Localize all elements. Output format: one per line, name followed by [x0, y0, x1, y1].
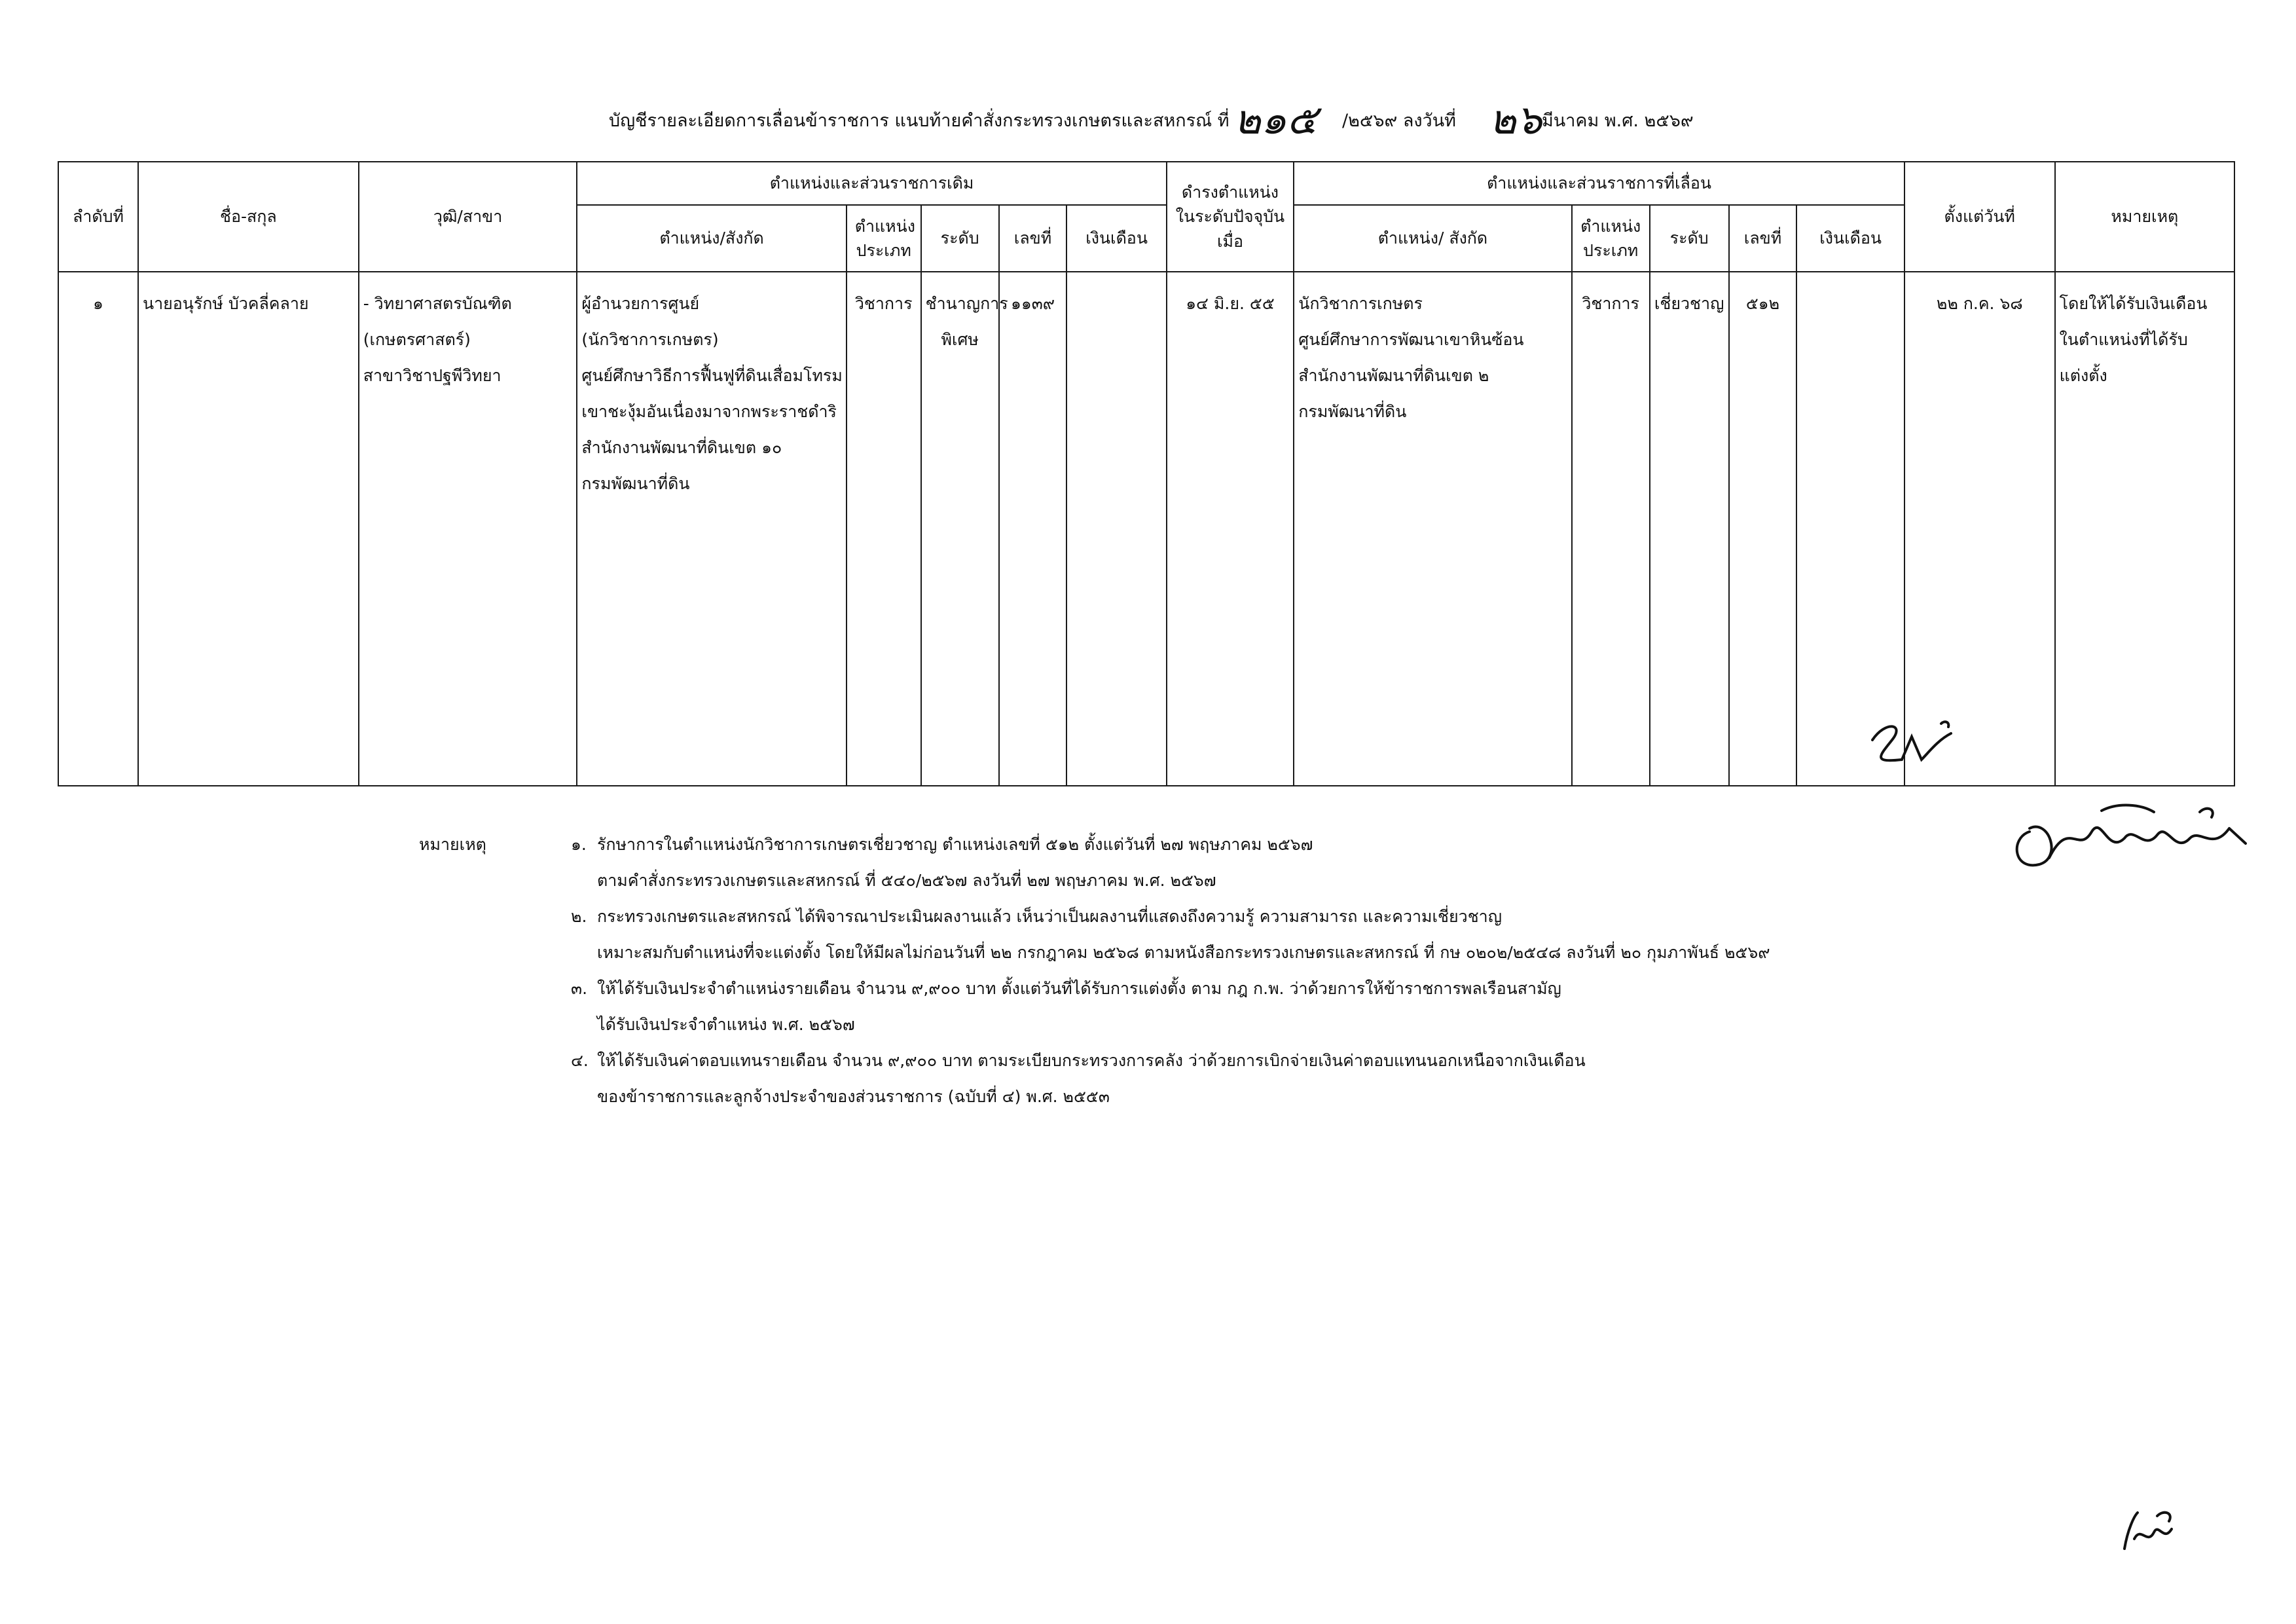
old-position-line: กรมพัฒนาที่ดิน — [581, 474, 690, 493]
cell-new-level: เชี่ยวชาญ — [1650, 272, 1729, 786]
note-item — [571, 826, 1313, 862]
old-level-line: พิเศษ — [941, 330, 979, 349]
note-item — [571, 1043, 1586, 1079]
old-position-line: สำนักงานพัฒนาที่ดินเขต ๑๐ — [581, 438, 782, 457]
header-degree: วุฒิ/สาขา — [359, 162, 577, 272]
cell-effective-date: ๒๒ ก.ค. ๖๘ — [1904, 272, 2055, 786]
promotion-table — [58, 161, 2235, 786]
notes-label: หมายเหตุ — [419, 835, 486, 854]
new-position-line: นักวิชาการเกษตร — [1298, 294, 1423, 313]
old-position-line: เขาชะงุ้มอันเนื่องมาจากพระราชดำริ — [581, 402, 837, 421]
note-line: รักษาการในตำแหน่งนักวิชาการเกษตรเชี่ยวชาญ ตำแหน่งเลขที่ ๕๑๒ ตั้งแต่วันที่ ๒๗ พฤษภาคม ๒๕๖๗ — [597, 835, 1313, 854]
cell-no: ๑ — [58, 272, 138, 786]
old-position-line: ศูนย์ศึกษาวิธีการฟื้นฟูที่ดินเสื่อมโทรม — [581, 366, 843, 385]
new-position-line: กรมพัฒนาที่ดิน — [1298, 402, 1407, 421]
note-line: เหมาะสมกับตำแหน่งที่จะแต่งตั้ง โดยให้มีผลไม่ก่อนวันที่ ๒๒ กรกฎาคม ๒๕๖๘ ตามหนังสือกระทรวงเกษตรและสหกรณ์ ที่ กษ ๐๒๐๒/๒๕๔๘ ลงวันที่ ๒๐ กุมภาพันธ์ ๒๕๖๙ — [597, 943, 1770, 962]
note-line: ให้ได้รับเงินค่าตอบแทนรายเดือน จำนวน ๙,๙๐๐ บาท ตามระเบียบกระทรวงการคลัง ว่าด้วยการเบิกจ่ายเงินค่าตอบแทนนอกเหนือจากเงินเดือน — [597, 1051, 1586, 1070]
title-prefix: บัญชีรายละเอียดการเลื่อนข้าราชการ แนบท้ายคำสั่งกระทรวงเกษตรและสหกรณ์ ที่ — [609, 111, 1230, 131]
note-number: ๒. — [571, 907, 587, 926]
header-old-salary: เงินเดือน — [1066, 205, 1166, 272]
header-no: ลำดับที่ — [58, 162, 138, 272]
note-line: ได้รับเงินประจำตำแหน่ง พ.ศ. ๒๕๖๗ — [597, 1015, 855, 1034]
header-old-position: ตำแหน่ง/สังกัด — [577, 205, 846, 272]
header-old-position-group: ตำแหน่งและส่วนราชการเดิม — [577, 162, 1166, 205]
remark-line: ในตำแหน่งที่ได้รับ — [2059, 330, 2188, 349]
cell-new-position — [1294, 272, 1571, 786]
note-number: ๓. — [571, 979, 588, 998]
title-month-year: มีนาคม พ.ศ. ๒๕๖๙ — [1542, 111, 1694, 131]
handwritten-order-number: ๒๑๕ — [1234, 96, 1318, 143]
new-position-line: สำนักงานพัฒนาที่ดินเขต ๒ — [1298, 366, 1489, 385]
cell-old-salary — [1066, 272, 1166, 786]
degree-line: (เกษตรศาสตร์) — [363, 330, 471, 349]
cell-held-since: ๑๔ มิ.ย. ๕๕ — [1167, 272, 1294, 786]
cell-new-type: วิชาการ — [1572, 272, 1650, 786]
degree-line: สาขาวิชาปฐพีวิทยา — [363, 366, 501, 385]
note-item — [571, 970, 1561, 1006]
cell-name: นายอนุรักษ์ บัวคลี่คลาย — [138, 272, 359, 786]
title-year-part: /๒๕๖๙ ลงวันที่ — [1342, 111, 1456, 131]
cell-old-level — [921, 272, 1008, 786]
note-line: ให้ได้รับเงินประจำตำแหน่งรายเดือน จำนวน ๙,๙๐๐ บาท ตั้งแต่วันที่ได้รับการแต่งตั้ง ตาม กฎ ก.พ. ว่าด้วยการให้ข้าราชการพลเรือนสามัญ — [597, 979, 1561, 998]
header-remark: หมายเหตุ — [2055, 162, 2234, 272]
header-new-salary: เงินเดือน — [1796, 205, 1904, 272]
header-old-level: ระดับ — [921, 205, 999, 272]
note-line: ของข้าราชการและลูกจ้างประจำของส่วนราชการ (ฉบับที่ ๔) พ.ศ. ๒๕๕๓ — [597, 1087, 1110, 1106]
header-effective-date: ตั้งแต่วันที่ — [1904, 162, 2055, 272]
signature — [2003, 792, 2252, 877]
note-number: ๔. — [571, 1051, 589, 1070]
note-number: ๑. — [571, 835, 587, 854]
remark-line: โดยให้ได้รับเงินเดือน — [2059, 294, 2208, 313]
old-position-line: (นักวิชาการเกษตร) — [581, 330, 719, 349]
table-row — [58, 272, 2234, 786]
cell-old-position — [577, 272, 846, 786]
cell-old-type: วิชาการ — [847, 272, 921, 786]
cell-new-number: ๕๑๒ — [1729, 272, 1797, 786]
initials-signature — [1866, 714, 1958, 773]
handwritten-day: ๒๖ — [1489, 96, 1542, 143]
header-held-since: ดำรงตำแหน่ง ในระดับปัจจุบัน เมื่อ — [1167, 162, 1294, 272]
header-new-number: เลขที่ — [1729, 205, 1797, 272]
old-level-line: ชำนาญการ — [925, 294, 1008, 313]
header-new-position-group: ตำแหน่งและส่วนราชการที่เลื่อน — [1294, 162, 1904, 205]
header-new-position: ตำแหน่ง/ สังกัด — [1294, 205, 1571, 272]
header-new-level: ระดับ — [1650, 205, 1729, 272]
header-new-type: ตำแหน่ง ประเภท — [1572, 205, 1650, 272]
degree-line: - วิทยาศาสตรบัณฑิต — [363, 294, 512, 313]
cell-new-salary — [1796, 272, 1904, 786]
initials-mark-bottom — [2111, 1503, 2183, 1555]
note-item — [571, 898, 1502, 934]
header-old-type: ตำแหน่ง ประเภท — [847, 205, 921, 272]
cell-degree — [359, 272, 577, 786]
header-old-number: เลขที่ — [999, 205, 1067, 272]
cell-remark — [2055, 272, 2234, 786]
note-line: ตามคำสั่งกระทรวงเกษตรและสหกรณ์ ที่ ๕๔๐/๒๕๖๗ ลงวันที่ ๒๗ พฤษภาคม พ.ศ. ๒๕๖๗ — [597, 871, 1216, 890]
note-line: กระทรวงเกษตรและสหกรณ์ ได้พิจารณาประเมินผลงานแล้ว เห็นว่าเป็นผลงานที่แสดงถึงความรู้ ความสามารถ และความเชี่ยวชาญ — [597, 907, 1503, 926]
cell-old-number: ๑๑๓๙ — [999, 272, 1067, 786]
header-name: ชื่อ-สกุล — [138, 162, 359, 272]
old-position-line: ผู้อำนวยการศูนย์ — [581, 294, 700, 313]
new-position-line: ศูนย์ศึกษาการพัฒนาเขาหินซ้อน — [1298, 330, 1524, 349]
remark-line: แต่งตั้ง — [2059, 366, 2107, 385]
document-title — [609, 92, 1918, 151]
